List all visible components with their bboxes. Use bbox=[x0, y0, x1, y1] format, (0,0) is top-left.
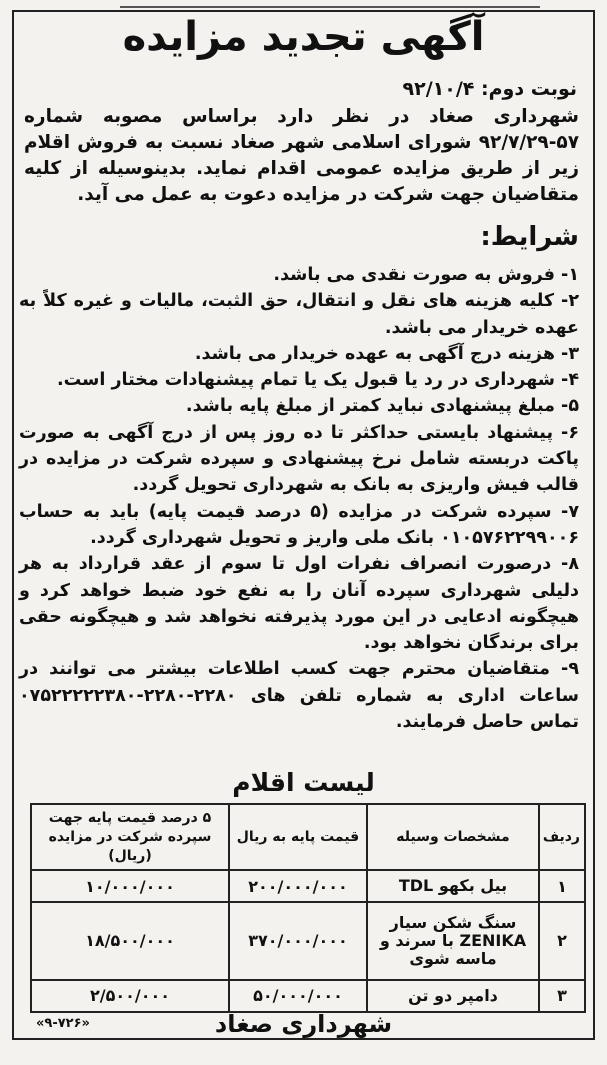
condition-item: ۱- فروش به صورت نقدی می باشد. bbox=[273, 265, 579, 285]
condition-item: ۳- هزینه درج آگهی به عهده خریدار می باشد. bbox=[194, 343, 579, 364]
items-table bbox=[30, 803, 586, 1013]
intro-paragraph: شهرداری صغاد در نظر دارد براساس مصوبه شماره ۵۷-۹۲/۷/۲۹ شورای اسلامی شهر صغاد نسبت به فروش اقلام زیر از طریق مزایده عمومی اقدام نماید. بدینوسیله از کلیه متقاضیان جهت شرکت در مزایده دعوت به عمل می آید. bbox=[24, 106, 579, 205]
row-description: سنگ شکن سیار ZENIKA با سرند و ماسه شوی bbox=[367, 902, 539, 979]
table-row bbox=[31, 902, 585, 979]
header-base-price: قیمت پایه به ریال bbox=[229, 804, 367, 870]
header-deposit: ۵ درصد قیمت پایه جهت سپرده شرکت در مزایده (ریال) bbox=[31, 804, 229, 870]
ad-title: آگهی تجدید مزایده bbox=[122, 14, 485, 60]
condition-item: ۸- درصورت انصراف نفرات اول تا سوم از عقد قرارداد به هر دلیلی شهرداری سپرده آنان را به نفع خود ضبط خواهد کرد و هیچگونه ادعایی در این مورد پذیرفته نخواهد شد و هیچگونه حقی برای برندگان نخواهد بود. bbox=[19, 554, 579, 654]
row-base-price: ۵۰/۰۰۰/۰۰۰ bbox=[229, 980, 367, 1012]
top-divider bbox=[120, 0, 540, 8]
footer-organization: شهرداری صغاد bbox=[214, 1010, 393, 1038]
footer-ad-code: «۹-۷۲۶» bbox=[36, 1016, 90, 1031]
row-deposit: ۲/۵۰۰/۰۰۰ bbox=[31, 980, 229, 1012]
condition-item: ۹- متقاضیان محترم جهت کسب اطلاعات بیشتر می توانند در ساعات اداری به شماره تلفن های ۲۲۸۰-۲۲۸۰-۰۷۵۲۲۲۲۲۳۸۰ تماس حاصل فرمایند. bbox=[19, 659, 579, 733]
condition-item: ۶- پیشنهاد بایستی حداکثر تا ده روز پس از درج آگهی به صورت پاکت دربسته شامل نرخ پیشنهادی و سپرده شرکت در مزایده در قالب فیش واریزی به بانک به شهرداری تحویل گردد. bbox=[19, 422, 579, 496]
condition-item: ۷- سپرده شرکت در مزایده (۵ درصد قیمت پایه) باید به حساب ۰۱۰۵۷۶۲۲۹۹۰۰۶ بانک ملی واریز و تحویل شهرداری گردد. bbox=[19, 501, 579, 548]
row-number: ۳ bbox=[539, 980, 585, 1012]
row-base-price: ۳۷۰/۰۰۰/۰۰۰ bbox=[229, 902, 367, 979]
row-description: دامپر دو تن bbox=[367, 980, 539, 1012]
table-header-row bbox=[31, 804, 585, 870]
conditions-heading: شرایط: bbox=[480, 222, 579, 252]
row-description: بیل بکهو TDL bbox=[367, 870, 539, 902]
row-deposit: ۱۸/۵۰۰/۰۰۰ bbox=[31, 902, 229, 979]
round-date: نوبت دوم: ۹۲/۱۰/۴ bbox=[402, 78, 577, 100]
condition-item: ۴- شهرداری در رد یا قبول یک یا تمام پیشنهادات مختار است. bbox=[56, 370, 579, 391]
row-deposit: ۱۰/۰۰۰/۰۰۰ bbox=[31, 870, 229, 902]
header-description: مشخصات وسیله bbox=[367, 804, 539, 870]
items-list-heading: لیست اقلام bbox=[232, 768, 375, 797]
table-row bbox=[31, 870, 585, 902]
table-row bbox=[31, 980, 585, 1012]
row-base-price: ۲۰۰/۰۰۰/۰۰۰ bbox=[229, 870, 367, 902]
header-row-number: ردیف bbox=[539, 804, 585, 870]
condition-item: ۵- مبلغ پیشنهادی نباید کمتر از مبلغ پایه باشد. bbox=[185, 396, 579, 417]
row-number: ۲ bbox=[539, 902, 585, 979]
conditions-list bbox=[19, 262, 579, 735]
row-number: ۱ bbox=[539, 870, 585, 902]
condition-item: ۲- کلیه هزینه های نقل و انتقال، حق الثبت، مالیات و غیره کلاً به عهده خریدار می باشد. bbox=[19, 291, 579, 338]
